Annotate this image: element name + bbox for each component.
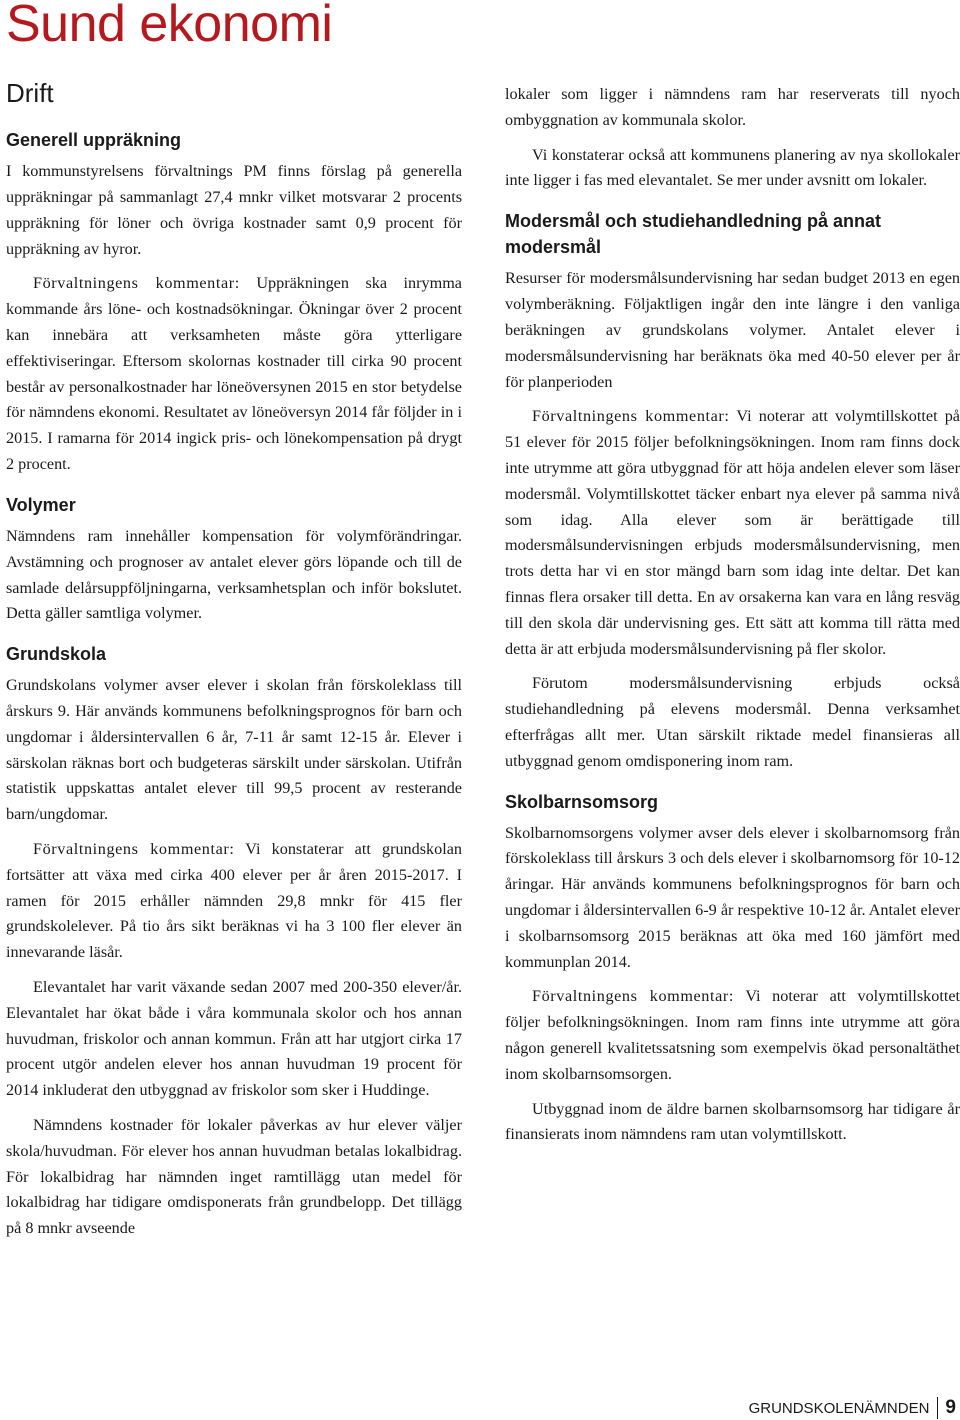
comment-text: Vi konstaterar att grundskolan fortsätter att växa med cirka 400 elever per år åren 2015-2017. I ramen för 2015 erhåller nämnden 29,8 mnkr för 415 fler grundskolelever. På tio års sikt beräknas vi ha 3 100 fler elever än innevarande läsår. (6, 840, 462, 962)
paragraph-modersmal-2 (505, 404, 960, 662)
page-title: Sund ekonomi (6, 0, 333, 53)
heading-generell-upprakning: Generell uppräkning (6, 130, 182, 151)
right-column (505, 82, 960, 1148)
comment-text: Vi noterar att volymtillskottet följer befolkningsökningen. Inom ram finns inte utrymme att göra någon generell kvalitetssatsning som exempelvis ökad personaltäthet inom skolbarnsomsorgen. (505, 987, 960, 1083)
comment-label: Förvaltningens kommentar: (532, 987, 734, 1006)
section-heading-drift: Drift (6, 78, 54, 108)
heading-volymer: Volymer (6, 494, 76, 515)
paragraph-modersmal-3: Förutom modersmålsundervisning erbjuds också studiehandledning på elevens modersmål. Denna verksamhet efterfrågas allt mer. Utan särskilt riktade medel finansieras all utbyggnad genom omdisponering inom ram. (505, 674, 960, 770)
paragraph-skolbarn-2 (505, 984, 960, 1087)
heading-modersmal: Modersmål och studiehandledning på annat modersmål (505, 211, 882, 258)
heading-grundskola: Grundskola (6, 644, 107, 665)
footer-divider (937, 1397, 938, 1419)
paragraph-grundskola-4: Nämndens kostnader för lokaler påverkas av hur elever väljer skola/huvudman. För elever hos annan huvudman betalas lokalbidrag. För lokalbidrag har nämnden inget ramtillägg utan medel för lokalbidrag har tidigare omdisponerats från grundbelopp. Det tillägg på 8 mnkr avseende (6, 1115, 462, 1238)
comment-label: Förvaltningens kommentar: (33, 274, 240, 293)
paragraph-modersmal-1: Resurser för modersmålsundervisning har sedan budget 2013 en egen volymberäkning. Följaktligen ingår den inte längre i den vanliga beräkningen av grundskolans volymer. Antalet elever i modersmålsundervisning har beräknats öka med 40-50 elever per år för planperioden (505, 269, 960, 391)
heading-skolbarnsomsorg: Skolbarnsomsorg (505, 791, 659, 812)
paragraph-grundskola-3: Elevantalet har varit växande sedan 2007 med 200-350 elever/år. Elevantalet har ökat både i våra kommunala skolor och hos annan huvudman, friskolor och annan kommun. Från att har utgjort cirka 17 procent utgör andelen elever hos annan huvudman 19 procent för 2014 inkluderat den utbyggnad av friskolor som sker i Huddinge. (6, 977, 462, 1100)
paragraph-grundskola-2 (6, 837, 462, 966)
page-footer (749, 1397, 956, 1419)
footer-label: GRUNDSKOLENÄMNDEN (748, 1399, 930, 1417)
paragraph-generell-1: I kommunstyrelsens förvaltnings PM finns förslag på generella uppräkningar på sammanlagt 27,4 mnkr vilket motsvarar 2 procents uppräkning för löner och övriga kostnader samt 0,9 procent för uppräkning av hyror. (6, 162, 462, 258)
paragraph-grundskola-1: Grundskolans volymer avser elever i skolan från förskoleklass till årskurs 9. Här används kommunens befolkningsprognos för barn och ungdomar i åldersintervallen 6 år, 7-11 år samt 12-15 år. Elever i särskolan räknas bort och budgeteras särskilt under särskolan. Utifrån statistik uppskattas antalet elever till 99,5 procent av resterande barn/ungdomar. (6, 676, 462, 824)
paragraph-volymer: Nämndens ram innehåller kompensation för volymförändringar. Avstämning och prognoser av antalet elever görs löpande och till de samlade delårsuppföljningarna, verksamhetsplan och inför bokslutet. Detta gäller samtliga volymer. (6, 526, 462, 623)
paragraph-lokaler-1: lokaler som ligger i nämndens ram har reserverats till nyoch ombyggnation av kommunala skolor. (505, 85, 960, 129)
paragraph-lokaler-2: Vi konstaterar också att kommunens planering av nya skollokaler inte ligger i fas med elevantalet. Se mer under avsnitt om lokaler. (505, 145, 960, 190)
comment-label: Förvaltningens kommentar: (532, 407, 730, 426)
page-number: 9 (945, 1397, 956, 1418)
paragraph-skolbarn-3: Utbyggnad inom de äldre barnen skolbarnsomsorg har tidigare år finansierats inom nämndens ram utan volymtillskott. (505, 1099, 960, 1144)
comment-text: Uppräkningen ska inrymma kommande års löne- och kostnadsökningar. Ökningar över 2 procent kan innebära att verksamheten måste göra ytterligare effektiviseringar. Eftersom skolornas kostnader till cirka 90 procent består av personalkostnader har löneöversynen 2015 en stor betydelse för nämndens ekonomi. Resultatet av löneöversyn 2014 får följder in i 2015. I ramarna för 2014 ingick pris- och lönekompensation på drygt 2 procent. (6, 274, 462, 474)
paragraph-skolbarn-1: Skolbarnomsorgens volymer avser dels elever i skolbarnomsorg från förskoleklass till årskurs 3 och dels elever i skolbarnomsorg för 10-12 åringar. Här används kommunens befolkningsprognos för barn och ungdomar i åldersintervallen 6-9 år respektive 10-12 år. Antalet elever i skolbarnsomsorg 2015 beräknas att öka med 160 jämfört med kommunplan 2014. (505, 823, 960, 971)
left-column (6, 78, 462, 1242)
paragraph-generell-2 (6, 271, 462, 477)
comment-label: Förvaltningens kommentar: (33, 840, 235, 858)
comment-text: Vi noterar att volymtillskottet på 51 elever för 2015 följer befolkningsökningen. Inom ram finns dock inte utrymme att göra utbyggnad för att höja andelen elever som läser modersmål. Volymtillskottet täcker enbart nya elever på samma nivå som idag. Alla elever som är berättigade till modersmålsundervisningen erbjuds modersmålsundervisning, men trots detta har vi en stor mängd barn som idag inte deltar. Det kan finnas flera orsaker till detta. En av orsakerna kan vara en lång resväg till den skola där undervisning ges. Ett sätt att komma till rätta med detta är att erbjuda modersmålsundervisning på fler skolor. (505, 407, 960, 658)
